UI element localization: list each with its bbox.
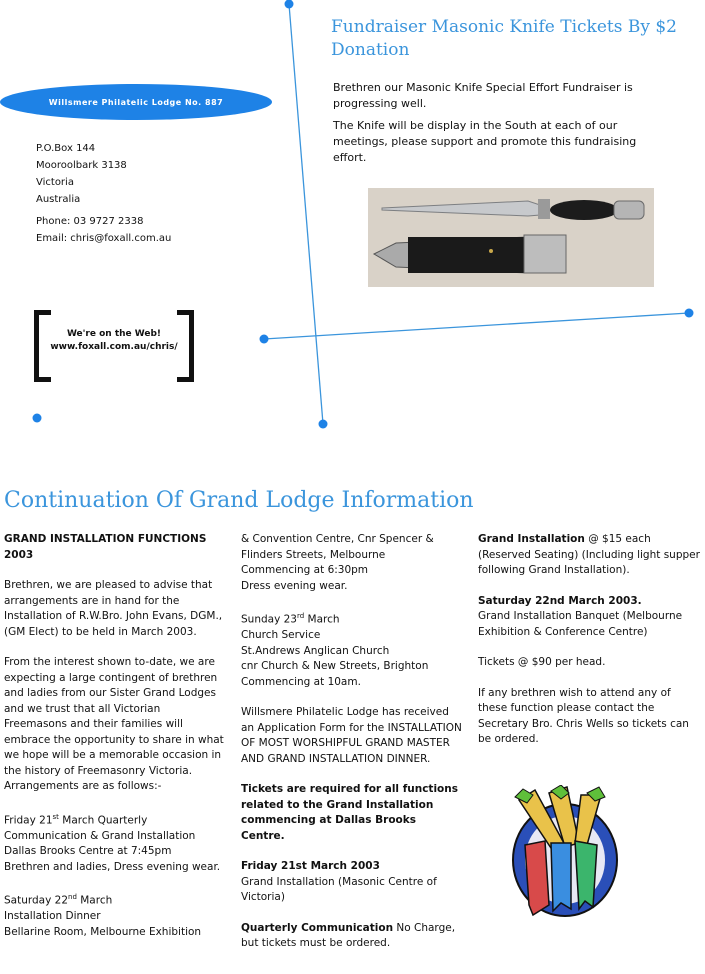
event-line: Dress evening wear. (241, 579, 348, 592)
lodge-name: Willsmere Philatelic Lodge No. 887 (48, 97, 224, 107)
event-line: Sunday 23rd March (241, 612, 340, 626)
address-block (36, 140, 171, 247)
article-paragraph: Brethren our Masonic Knife Special Effort Fundraiser is progressing well. (333, 81, 633, 110)
paragraph: Grand Installation (Masonic Centre of Victoria) (241, 875, 437, 903)
date-heading: Saturday 22nd March 2003. (478, 594, 642, 607)
paragraph: If any brethren wish to attend any of these function please contact the Secretary Bro. Chris Wells so tickets can be ordered. (478, 686, 689, 745)
address-line: P.O.Box 144 (36, 143, 96, 154)
event-line: Commencing at 6:30pm (241, 564, 369, 576)
article-body (333, 80, 673, 172)
website-text[interactable] (48, 328, 180, 354)
article-paragraph: The Knife will be display in the South at each of our meetings, please support and promote this fundraising effort. (333, 119, 637, 164)
event-line: Church Service (241, 629, 321, 641)
paragraph: From the interest shown to-date, we are expecting a large contingent of brethren and ladies from our Sister Grand Lodges and we trust that all Victorian Freemasons and their families will embrace the opportunity to share in what we hope will be a memorable occasion in the history of Freemasonry Victoria. (4, 656, 224, 777)
column-1 (4, 532, 226, 940)
event-line: Saturday 22nd March (4, 893, 113, 907)
event-line: St.Andrews Anglican Church (241, 644, 390, 657)
address-line: Mooroolbark 3138 (36, 160, 127, 171)
website-box[interactable] (34, 310, 194, 372)
email[interactable]: Email: chris@foxall.com.au (36, 233, 172, 244)
paragraph: Quarterly Communication No Charge, but tickets must be ordered. (241, 921, 456, 949)
lodge-name-oval (0, 84, 272, 120)
event-line: Friday 21st March Quarterly Communication & Grand Installation (4, 812, 196, 842)
paragraph-bold: Tickets are required for all functions related to the Grand Installation commencing at Dallas Brooks Centre. (241, 783, 458, 842)
section-title: Continuation Of Grand Lodge Information (4, 488, 474, 513)
event-line: cnr Church & New Streets, Brighton (241, 660, 429, 672)
paragraph: Brethren, we are pleased to advise that arrangements are in hand for the Installation of R.W.Bro. John Evans, DGM., (GM Elect) to be held in March 2003. (4, 579, 223, 638)
column-3 (478, 532, 700, 748)
paragraph: Arrangements are as follows:- (4, 780, 162, 792)
paragraph: & Convention Centre, Cnr Spencer & Flinders Streets, Melbourne (241, 533, 434, 561)
event-line: Installation Dinner (4, 910, 101, 922)
address-line: Victoria (36, 177, 74, 188)
date-heading: Friday 21st March 2003 (241, 860, 380, 872)
address-line: Australia (36, 194, 81, 205)
event-line: Bellarine Room, Melbourne Exhibition (4, 925, 202, 938)
web-url[interactable]: www.foxall.com.au/chris/ (50, 342, 178, 352)
column-2 (241, 532, 463, 952)
event-line: Dallas Brooks Centre at 7:45pm (4, 845, 172, 857)
phone: Phone: 03 9727 2338 (36, 216, 144, 227)
paragraph: Grand Installation Banquet (Melbourne Exhibition & Conference Centre) (478, 610, 683, 638)
event-line: Brethren and ladies, Dress evening wear. (4, 860, 221, 873)
article-title: Fundraiser Masonic Knife Tickets By $2 Donation (331, 17, 677, 60)
web-line: We're on the Web! (66, 329, 162, 339)
column-heading: GRAND INSTALLATION FUNCTIONS 2003 (4, 533, 207, 561)
event-line: Commencing at 10am. (241, 675, 361, 688)
paragraph: Willsmere Philatelic Lodge has received an Application Form for the INSTALLATION OF MOST WORSHIPFUL GRAND MASTER AND GRAND INSTALLATION DINNER. (241, 706, 462, 765)
trumpets-clipart (505, 785, 625, 920)
paragraph: Grand Installation @ $15 each (Reserved Seating) (Including light supper following Grand Installation). (478, 533, 700, 576)
knife-photo (368, 188, 654, 287)
paragraph: Tickets @ $90 per head. (478, 656, 606, 668)
